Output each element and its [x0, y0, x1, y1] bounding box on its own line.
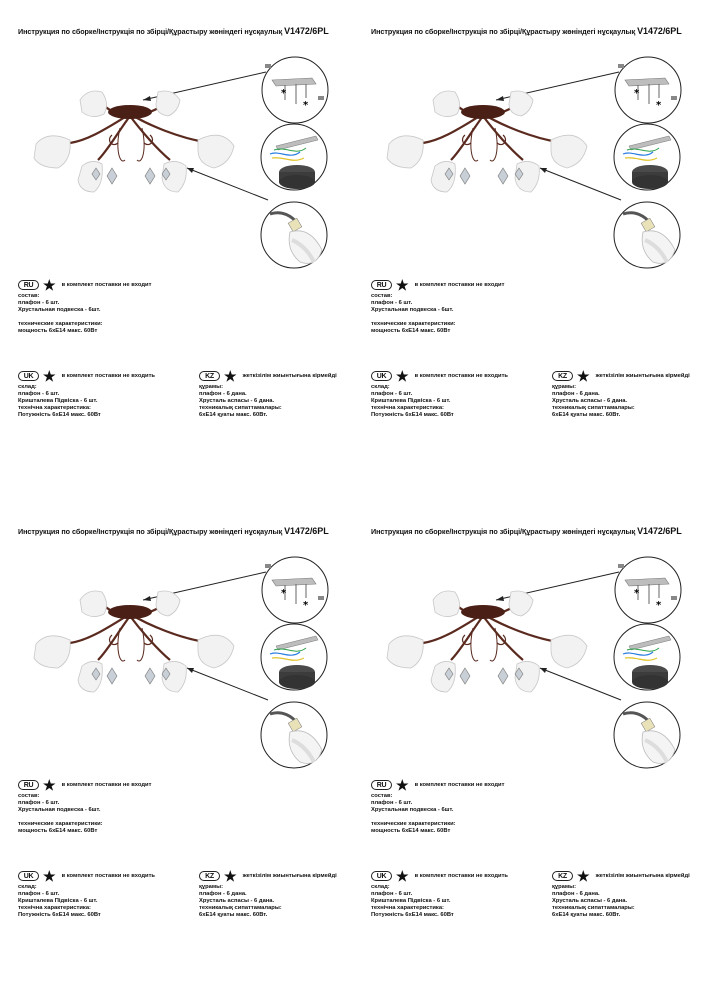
star-icon: ★ [396, 277, 409, 293]
crystal-pendants [92, 168, 170, 184]
uk-line: технічна характеристика: [371, 905, 444, 911]
star-icon: ★ [43, 277, 56, 293]
ru-note: в комплект поставки не входит [414, 281, 505, 288]
ru-line: состав: [371, 293, 393, 299]
uk-line: Кришталева Підвіска - 6 шт. [18, 898, 98, 904]
star-icon: ★ [224, 868, 237, 884]
kz-line: техникалық сипаттамалары: [552, 905, 635, 911]
kz-note: жеткізілім жиынтығына кірмейді [595, 872, 690, 879]
detail-wiring [614, 624, 680, 690]
ceiling-canopy [108, 105, 152, 119]
crystal-pendants [445, 668, 523, 684]
detail-mounting-bracket [262, 57, 328, 123]
ru-badge: RU [18, 280, 39, 290]
svg-text:*: * [634, 588, 640, 599]
uk-line: Кришталева Підвіска - 6 шт. [18, 398, 98, 404]
ru-spec-line: мощность 6хЕ14 макс. 60Вт [18, 828, 98, 834]
kz-line: плафон - 6 дана. [552, 391, 600, 397]
uk-line: технічна характеристика: [371, 405, 444, 411]
ru-line: плафон - 6 шт. [371, 800, 413, 806]
kz-line: Хрусталь аспасы - 6 дана. [199, 398, 275, 404]
detail-shade-fitting [614, 702, 680, 768]
ru-spec-line: технические характеристики: [371, 821, 456, 827]
uk-line: склад: [371, 384, 390, 390]
model-number: V1472/6PL [637, 526, 682, 536]
ru-spec-line: технические характеристики: [18, 821, 103, 827]
detail-mounting-bracket [615, 557, 681, 623]
ru-section [371, 279, 504, 335]
uk-line: технічна характеристика: [18, 405, 91, 411]
kz-line: 6хЕ14 қуаты макс. 60Вт. [199, 912, 268, 918]
star-icon: ★ [43, 868, 56, 884]
ru-line: состав: [18, 793, 40, 799]
kz-line: плафон - 6 дана. [552, 891, 600, 897]
ru-spec-line: мощность 6хЕ14 макс. 60Вт [18, 328, 98, 334]
model-number: V1472/6PL [637, 26, 682, 36]
page-title: Инструкция по сборке/Інструкція по збірці/Құрастыру жөніндегі нұсқаулық V1472/6PL [371, 526, 682, 536]
uk-line: плафон - 6 шт. [18, 391, 60, 397]
ru-line: Хрустальная подвеска - 6шт. [18, 307, 101, 313]
uk-section [371, 870, 508, 919]
svg-text:*: * [303, 600, 309, 611]
uk-badge: UK [371, 871, 392, 881]
svg-text:*: * [634, 88, 640, 99]
ru-spec-line: мощность 6хЕ14 макс. 60Вт [371, 328, 451, 334]
uk-section [371, 370, 508, 419]
ru-spec-line: технические характеристики: [371, 321, 456, 327]
uk-line: технічна характеристика: [18, 905, 91, 911]
star-icon: ★ [43, 777, 56, 793]
ru-section [18, 279, 151, 335]
kz-line: Хрусталь аспасы - 6 дана. [552, 398, 628, 404]
ru-note: в комплект поставки не входит [61, 281, 152, 288]
kz-line: құрамы: [199, 884, 224, 890]
crystal-pendants [92, 668, 170, 684]
kz-section [552, 370, 690, 419]
ru-line: плафон - 6 шт. [18, 800, 60, 806]
chandelier-illustration [0, 500, 353, 800]
detail-shade-fitting [261, 702, 327, 768]
detail-wiring [614, 124, 680, 190]
ru-note: в комплект поставки не входит [61, 781, 152, 788]
kz-badge: KZ [552, 371, 573, 381]
arrow-to-shade [540, 168, 621, 200]
kz-line: техникалық сипаттамалары: [199, 405, 282, 411]
page-title: Инструкция по сборке/Інструкція по збірці/Құрастыру жөніндегі нұсқаулық V1472/6PL [18, 26, 329, 36]
ceiling-canopy [461, 105, 505, 119]
star-icon: ★ [43, 368, 56, 384]
detail-mounting-bracket [262, 557, 328, 623]
uk-badge: UK [18, 871, 39, 881]
ru-line: Хрустальная подвеска - 6шт. [18, 807, 101, 813]
svg-text:*: * [656, 100, 662, 111]
arrow-to-shade [540, 668, 621, 700]
ru-line: состав: [18, 293, 40, 299]
ru-badge: RU [18, 780, 39, 790]
ru-badge: RU [371, 280, 392, 290]
kz-line: Хрусталь аспасы - 6 дана. [199, 898, 275, 904]
uk-line: плафон - 6 шт. [371, 891, 413, 897]
star-icon: ★ [577, 868, 590, 884]
uk-line: Кришталева Підвіска - 6 шт. [371, 898, 451, 904]
ru-line: плафон - 6 шт. [371, 300, 413, 306]
uk-line: склад: [18, 384, 37, 390]
ru-spec-line: мощность 6хЕ14 макс. 60Вт [371, 828, 451, 834]
chandelier-illustration [353, 0, 706, 300]
uk-section [18, 370, 155, 419]
instruction-panel [353, 500, 706, 1000]
ru-badge: RU [371, 780, 392, 790]
chandelier-illustration [353, 500, 706, 800]
uk-badge: UK [371, 371, 392, 381]
uk-line: Потужність 6хЕ14 макс. 60Вт [371, 912, 454, 918]
star-icon: ★ [577, 368, 590, 384]
arrow-to-shade [187, 668, 268, 700]
uk-line: Потужність 6хЕ14 макс. 60Вт [18, 912, 101, 918]
kz-badge: KZ [199, 371, 220, 381]
crystal-pendants [445, 168, 523, 184]
uk-note: в комплект поставки не входить [61, 372, 155, 379]
ru-section [18, 779, 151, 835]
kz-line: техникалық сипаттамалары: [199, 905, 282, 911]
kz-note: жеткізілім жиынтығына кірмейді [595, 372, 690, 379]
detail-wiring [261, 124, 327, 190]
detail-shade-fitting [614, 202, 680, 268]
ru-line: Хрустальная подвеска - 6шт. [371, 807, 454, 813]
instruction-panel [0, 500, 353, 1000]
model-number: V1472/6PL [284, 526, 329, 536]
kz-note: жеткізілім жиынтығына кірмейді [242, 372, 337, 379]
star-icon: ★ [396, 368, 409, 384]
kz-line: 6хЕ14 қуаты макс. 60Вт. [552, 912, 621, 918]
svg-text:*: * [281, 588, 287, 599]
kz-line: техникалық сипаттамалары: [552, 405, 635, 411]
kz-line: құрамы: [199, 384, 224, 390]
kz-badge: KZ [552, 871, 573, 881]
svg-text:*: * [303, 100, 309, 111]
uk-note: в комплект поставки не входить [414, 872, 508, 879]
kz-line: құрамы: [552, 384, 577, 390]
star-icon: ★ [396, 777, 409, 793]
uk-note: в комплект поставки не входить [414, 372, 508, 379]
kz-line: плафон - 6 дана. [199, 891, 247, 897]
ru-line: плафон - 6 шт. [18, 300, 60, 306]
uk-section [18, 870, 155, 919]
uk-line: склад: [18, 884, 37, 890]
detail-shade-fitting [261, 202, 327, 268]
kz-line: құрамы: [552, 884, 577, 890]
kz-line: плафон - 6 дана. [199, 391, 247, 397]
uk-line: склад: [371, 884, 390, 890]
instruction-panel [353, 0, 706, 500]
kz-badge: KZ [199, 871, 220, 881]
svg-text:*: * [281, 88, 287, 99]
kz-section [199, 870, 337, 919]
kz-line: 6хЕ14 қуаты макс. 60Вт. [552, 412, 621, 418]
model-number: V1472/6PL [284, 26, 329, 36]
ru-section [371, 779, 504, 835]
ceiling-canopy [461, 605, 505, 619]
kz-section [552, 870, 690, 919]
arrow-to-shade [187, 168, 268, 200]
kz-section [199, 370, 337, 419]
page-title: Инструкция по сборке/Інструкція по збірці/Құрастыру жөніндегі нұсқаулық V1472/6PL [371, 26, 682, 36]
star-icon: ★ [396, 868, 409, 884]
kz-note: жеткізілім жиынтығына кірмейді [242, 872, 337, 879]
uk-note: в комплект поставки не входить [61, 872, 155, 879]
page-title: Инструкция по сборке/Інструкція по збірці/Құрастыру жөніндегі нұсқаулық V1472/6PL [18, 526, 329, 536]
star-icon: ★ [224, 368, 237, 384]
uk-line: Потужність 6хЕ14 макс. 60Вт [371, 412, 454, 418]
ceiling-canopy [108, 605, 152, 619]
ru-note: в комплект поставки не входит [414, 781, 505, 788]
uk-line: Кришталева Підвіска - 6 шт. [371, 398, 451, 404]
chandelier-illustration [0, 0, 353, 300]
kz-line: Хрусталь аспасы - 6 дана. [552, 898, 628, 904]
svg-text:*: * [656, 600, 662, 611]
uk-line: Потужність 6хЕ14 макс. 60Вт [18, 412, 101, 418]
ru-spec-line: технические характеристики: [18, 321, 103, 327]
detail-wiring [261, 624, 327, 690]
uk-line: плафон - 6 шт. [371, 391, 413, 397]
ru-line: состав: [371, 793, 393, 799]
kz-line: 6хЕ14 қуаты макс. 60Вт. [199, 412, 268, 418]
ru-line: Хрустальная подвеска - 6шт. [371, 307, 454, 313]
detail-mounting-bracket [615, 57, 681, 123]
uk-line: плафон - 6 шт. [18, 891, 60, 897]
uk-badge: UK [18, 371, 39, 381]
instruction-panel [0, 0, 353, 500]
